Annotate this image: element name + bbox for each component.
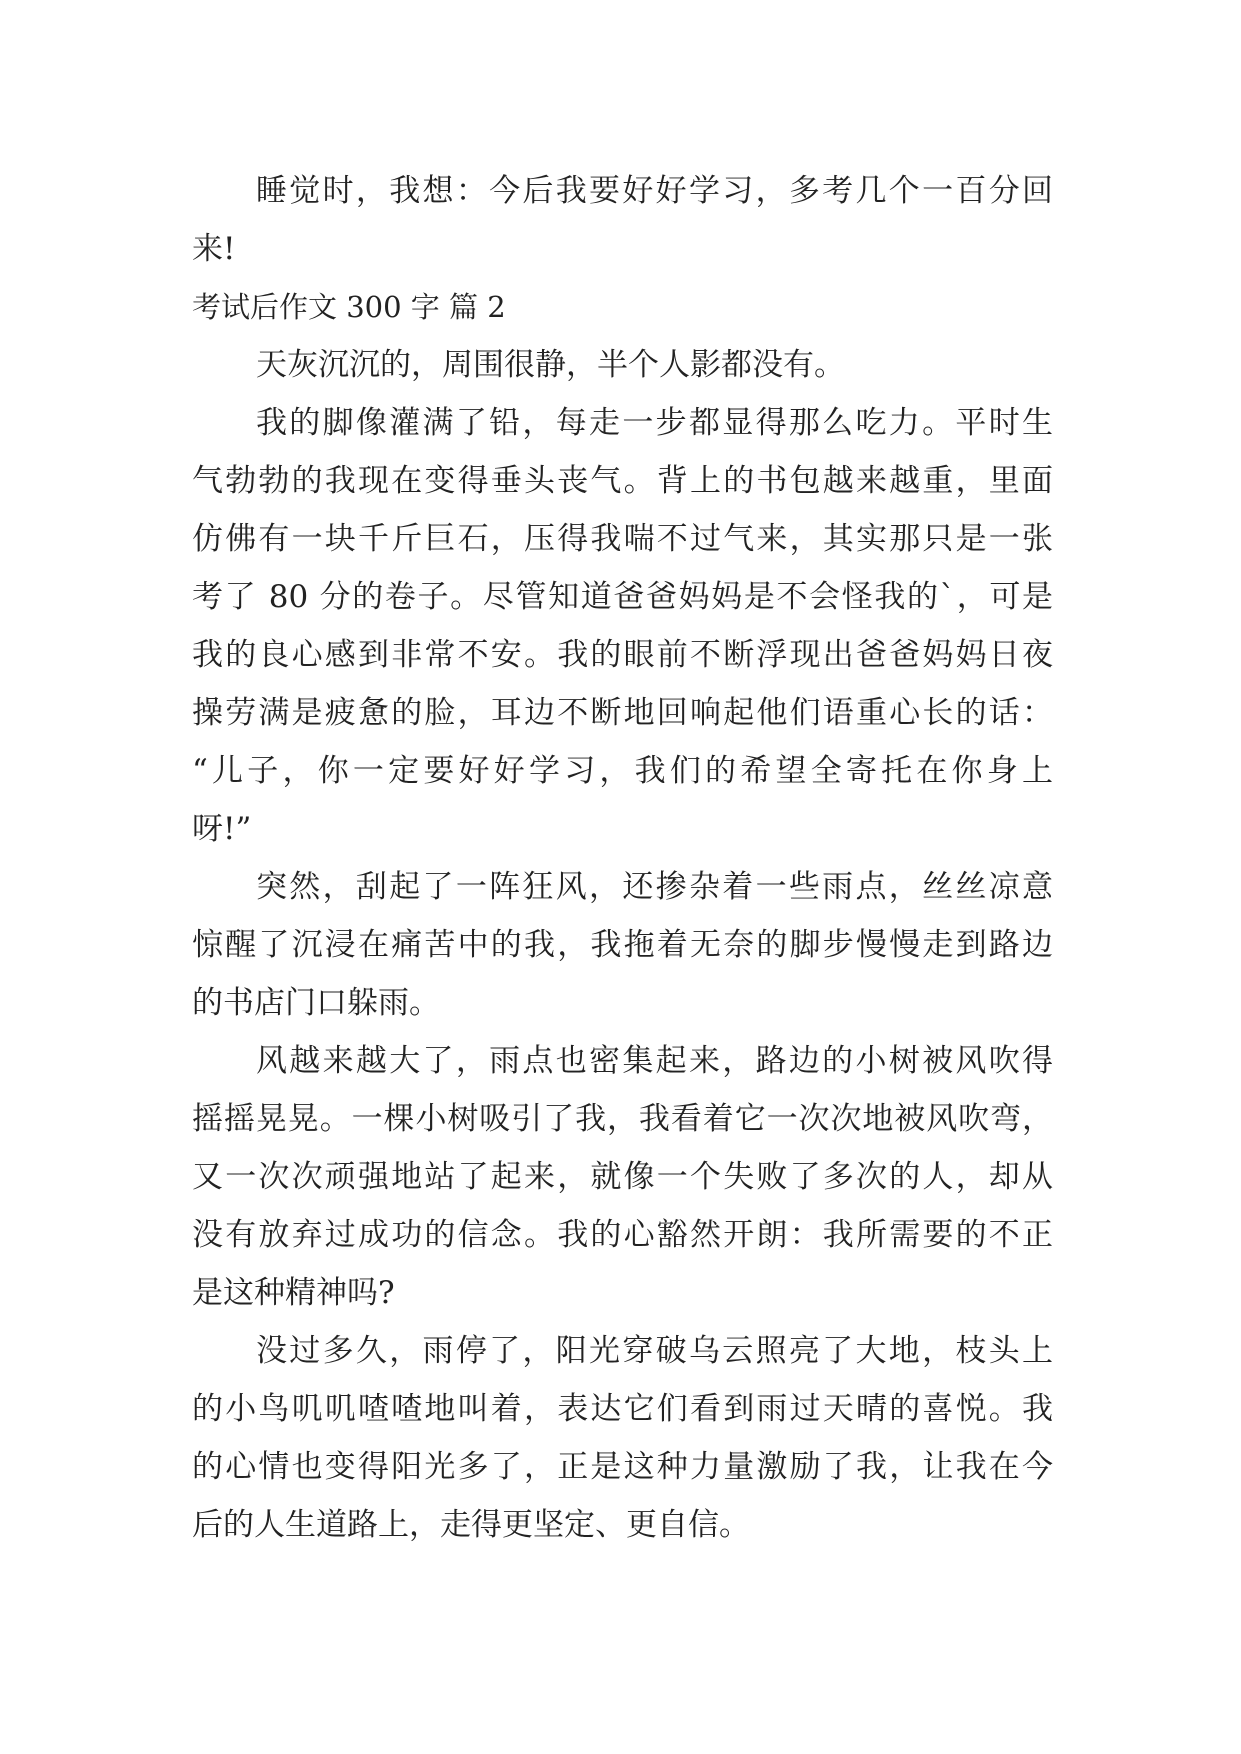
text-line: 是这种精神吗? [192, 1275, 395, 1311]
document-page [192, 162, 1053, 1554]
text-line: 突然，刮起了一阵狂风，还掺杂着一些雨点，丝丝凉意 [256, 869, 1053, 905]
text-line: 摇摇晃晃。一棵小树吸引了我，我看着它一次次地被风吹弯， [192, 1101, 1053, 1137]
text-line: 我的脚像灌满了铅，每走一步都显得那么吃力。平时生 [256, 405, 1053, 441]
text-line: 后的人生道路上，走得更坚定、更自信。 [192, 1507, 750, 1543]
text-line: 风越来越大了，雨点也密集起来，路边的小树被风吹得 [256, 1043, 1053, 1079]
paragraph [192, 858, 1053, 1032]
text-line: 呀!” [192, 811, 252, 847]
text-line: 天灰沉沉的，周围很静，半个人影都没有。 [256, 347, 845, 383]
text-line: 我的良心感到非常不安。我的眼前不断浮现出爸爸妈妈日夜 [192, 637, 1053, 673]
text-line: 的小鸟叽叽喳喳地叫着，表达它们看到雨过天晴的喜悦。我 [192, 1391, 1053, 1427]
paragraph [192, 336, 1053, 394]
text-line: 没有放弃过成功的信念。我的心豁然开朗：我所需要的不正 [192, 1217, 1053, 1253]
text-line: 的心情也变得阳光多了，正是这种力量激励了我，让我在今 [192, 1449, 1053, 1485]
text-line: 又一次次顽强地站了起来，就像一个失败了多次的人，却从 [192, 1159, 1053, 1195]
text-line: 睡觉时，我想：今后我要好好学习，多考几个一百分回 [256, 173, 1053, 209]
text-line: 来! [192, 231, 236, 267]
text-line: 没过多久，雨停了，阳光穿破乌云照亮了大地，枝头上 [256, 1333, 1053, 1369]
text-line: 仿佛有一块千斤巨石，压得我喘不过气来，其实那只是一张 [192, 521, 1053, 557]
paragraph-closing [192, 162, 1053, 278]
text-line: 惊醒了沉浸在痛苦中的我，我拖着无奈的脚步慢慢走到路边 [192, 927, 1053, 963]
paragraph [192, 394, 1053, 858]
heading-text: 考试后作文 300 字 篇 2 [192, 290, 506, 324]
text-line: 气勃勃的我现在变得垂头丧气。背上的书包越来越重，里面 [192, 463, 1053, 499]
section-heading [192, 278, 1053, 336]
paragraph [192, 1322, 1053, 1554]
text-line: “儿子，你一定要好好学习，我们的希望全寄托在你身上 [192, 753, 1053, 789]
text-line: 操劳满是疲惫的脸，耳边不断地回响起他们语重心长的话： [192, 695, 1053, 731]
paragraph [192, 1032, 1053, 1322]
text-line: 的书店门口躲雨。 [192, 985, 440, 1021]
text-line: 考了 80 分的卷子。尽管知道爸爸妈妈是不会怪我的`，可是 [192, 579, 1053, 615]
